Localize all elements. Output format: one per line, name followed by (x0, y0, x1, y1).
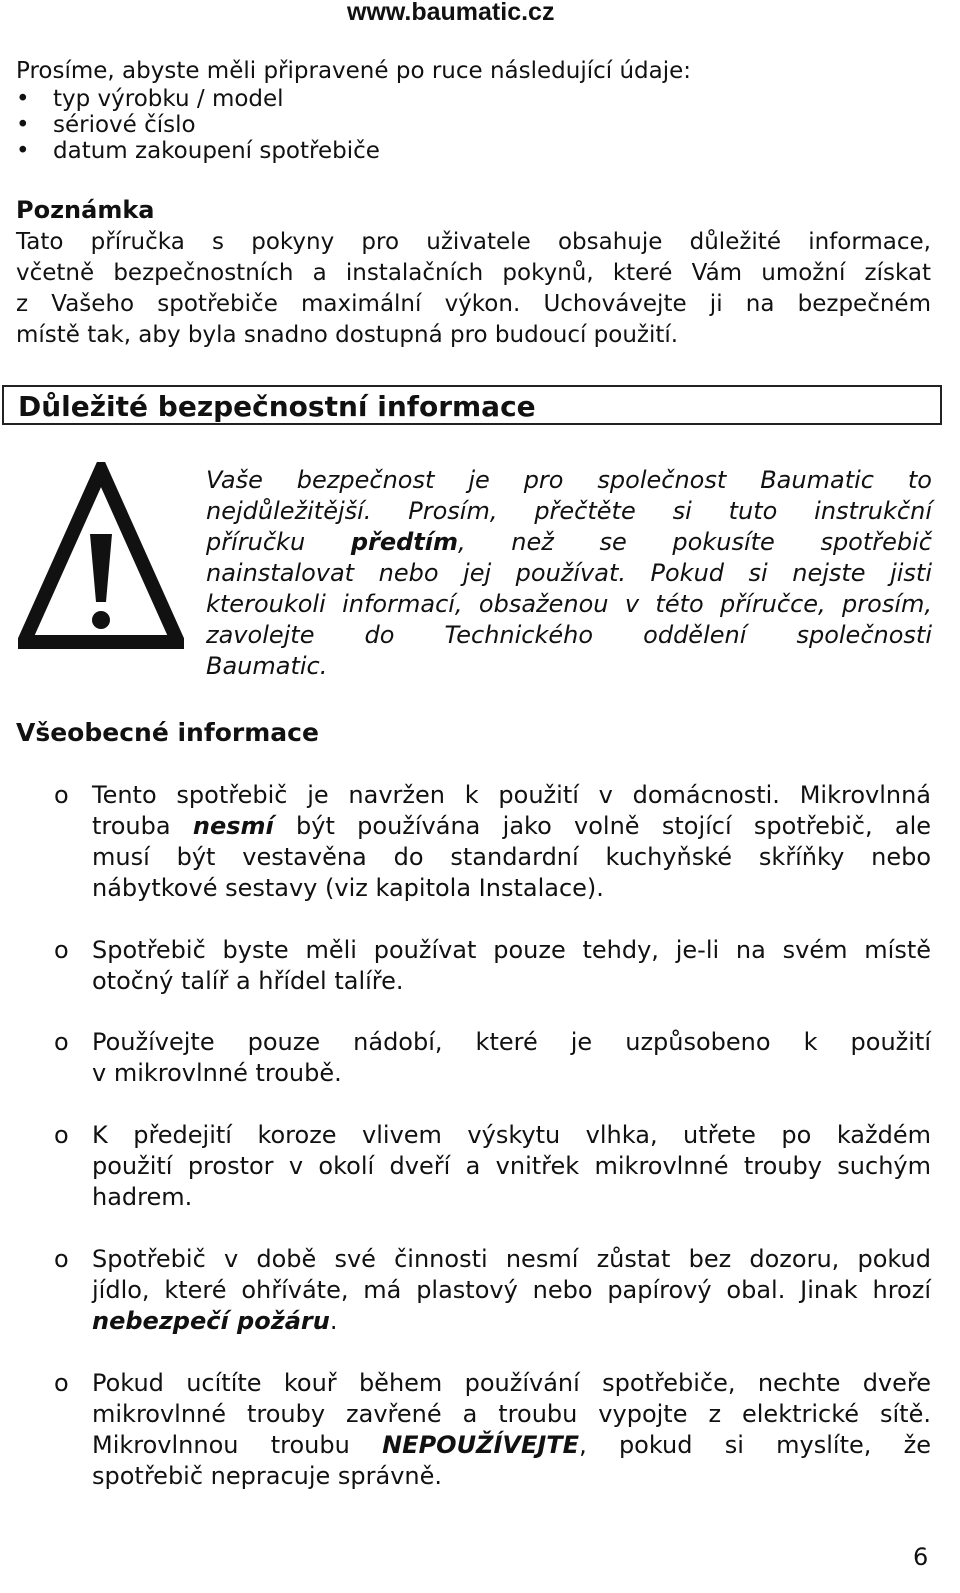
bullet-icon: o (54, 1245, 69, 1273)
warning-triangle-icon (18, 462, 184, 652)
list-item: • sériové číslo (16, 112, 196, 138)
safety-heading-box (2, 385, 942, 425)
header-website: www.baumatic.cz (347, 0, 555, 26)
emphasis-text: nesmí (192, 812, 274, 840)
list-item: • datum zakoupení spotřebiče (16, 138, 380, 164)
note-heading: Poznámka (16, 196, 155, 224)
bullet-icon: o (54, 1028, 69, 1056)
note-paragraph: Tato příručka s pokyny pro uživatele obsahuje důležité informace, včetně bezpečnostních a instalačních pokynů, které Vám umožní získat z Vašeho spotřebiče maximální výkon. Uchovávejte ji na bezpečném místě tak, aby byla snadno dostupná pro budoucí použití. (16, 229, 931, 348)
safety-warning-text: Vaše bezpečnost je pro společnost Baumatic to nejdůležitější. Prosím, přečtěte si tuto instrukční příručku předtím, než se pokusíte spotřebič nainstalovat nebo jej používat. Pokud si nejste jisti kteroukoli informací, obsaženou v této příručce, prosím, zavolejte do Technického oddělení společnosti Baumatic. (206, 466, 933, 680)
bullet-icon: o (54, 1121, 69, 1149)
bullet-icon: o (54, 1369, 69, 1397)
bullet-icon: • (16, 138, 30, 164)
emphasis-text: NEPOUŽÍVEJTE (382, 1431, 580, 1459)
general-info-heading: Všeobecné informace (16, 718, 319, 747)
intro-text: Prosíme, abyste měli připravené po ruce následující údaje: (16, 58, 692, 84)
bullet-icon: • (16, 112, 30, 138)
emphasis-text: nebezpečí požáru (92, 1307, 330, 1335)
bullet-icon: • (16, 86, 30, 112)
bullet-icon: o (54, 781, 69, 809)
page-number: 6 (913, 1543, 929, 1571)
bullet-icon: o (54, 936, 69, 964)
required-info-list (16, 86, 380, 164)
list-item: • typ výrobku / model (16, 86, 284, 112)
safety-heading: Důležité bezpečnostní informace (18, 390, 536, 423)
emphasis-text: předtím (350, 528, 458, 556)
